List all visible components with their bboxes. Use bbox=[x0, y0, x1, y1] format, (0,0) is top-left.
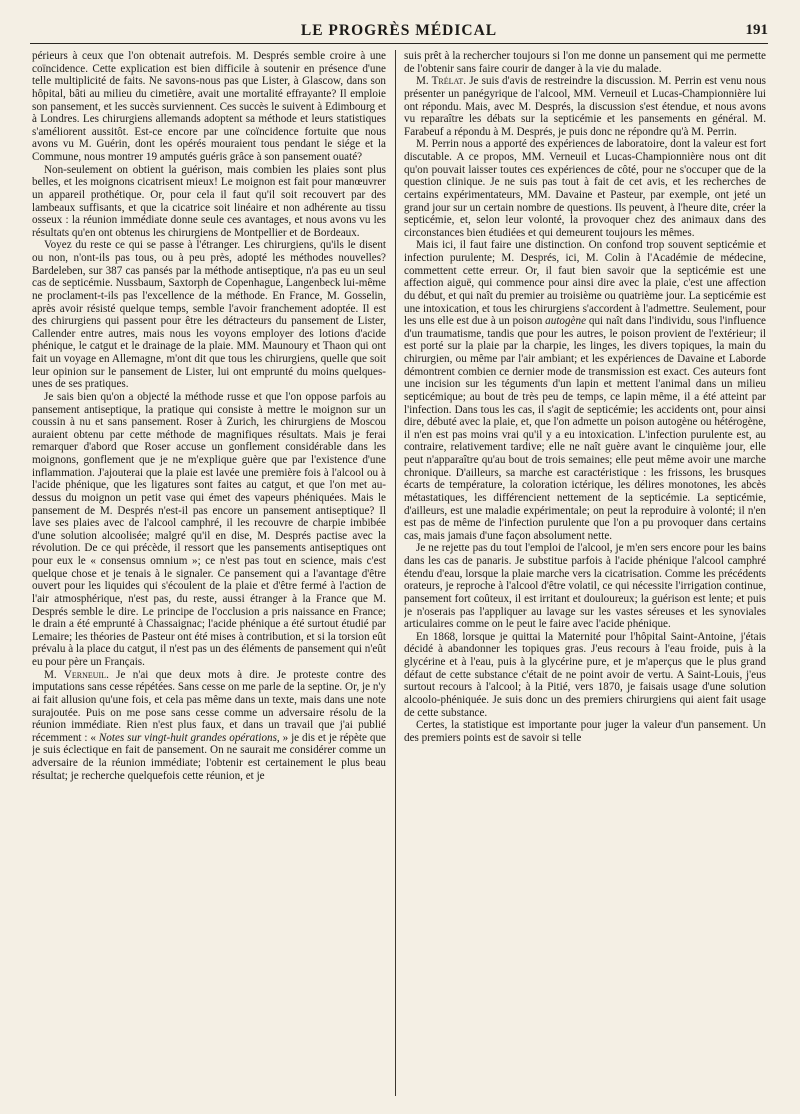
column-divider bbox=[395, 50, 396, 1096]
journal-title: LE PROGRÈS MÉDICAL bbox=[300, 22, 498, 39]
speaker-name: M. Verneuil. bbox=[44, 668, 109, 681]
emphasis-term: autogène bbox=[545, 315, 587, 328]
paragraph-verneuil bbox=[32, 669, 386, 783]
paragraph-trelat bbox=[404, 75, 766, 138]
page-number: 191 bbox=[745, 22, 768, 38]
speech-text: Mais ici, il faut faire une distinction. On confond trop souvent septicémie et infection purulente; M. Després, ici, M. Colin à l'Académie de médecine, commettent cette erreur. Or, il faut bien savoir que la septicémie est une affection aiguë, qui commence pour ainsi dire avec la plaie, c'est une affection du début, et qui naît du premier au troisième ou quatrième jour. La septicémie est une intoxication, et tous les chirurgiens s'accordent à l'admettre. Seulement, pour les uns elle est due à un poison bbox=[404, 239, 766, 328]
right-column bbox=[404, 50, 766, 1096]
cited-title: Notes sur vingt-huit grandes opérations bbox=[98, 731, 277, 744]
speech-text: , » je dis et je répète que je suis éclectique en fait de pansement. On ne saurait me considérer comme un adversaire de la réunion immédiate; l'obtenir est certainement le plus beau résultat; je recherche quelquefois cette réunion, et je bbox=[32, 731, 386, 782]
header-rule bbox=[30, 43, 768, 44]
speech-text: Je suis d'avis de restreindre la discussion. M. Perrin est venu nous présenter un panégyrique de l'alcool, MM. Verneuil et Lucas-Championnière lui ont répondu. Mais, avec M. Després, la discussion s'est étendue, et nous avons vu reparaître les débats sur la septicémie et les pansements en général. M. Farabeuf a répondu à M. Després, je puis donc ne répondre qu'à M. Perrin. bbox=[404, 75, 766, 138]
speech-text: Je n'ai que deux mots à dire. Je proteste contre des imputations sans cesse répétées. Sans cesse on me parle de la septine. Or, je n'y ai fait allusion qu'une fois, et cela pas même dans un texte, mais dans une note surajoutée. Puis on me pose sans cesse comme un adversaire résolu de la réunion immédiate. Rien n'est plus faux, et dans un travail que j'ai publié récemment : « bbox=[32, 668, 386, 744]
speaker-name: M. Trélat. bbox=[416, 75, 467, 88]
paragraph: M. Perrin nous a apporté des expériences de laboratoire, dont la valeur est fort discutable. A ce propos, MM. Verneuil et Lucas-Championnière nous ont dit qu'on pouvait laisser toutes ces expériences de côté, pour ne s'occuper que de la question clinique. Je ne suis pas tout à fait de cet avis, et les recherches de certains expérimentateurs, MM. Davaine et Pasteur, par exemple, ont jeté un grand jour sur un certain nombre de questions. Ils peuvent, à l'heure dite, créer la septicémie, et, selon leur volonté, la provoquer chez des animaux dans des circonstances bien étudiées et qui demeurent toujours les mêmes. bbox=[404, 138, 766, 239]
paragraph: suis prêt à la rechercher toujours si l'on me donne un pansement qui me permette de l'obtenir sans faire courir de danger à la vie du malade. bbox=[404, 50, 766, 75]
speech-text: qui naît dans l'individu, sous l'influence d'un traumatisme, tandis que pour les autres, le poison provient de l'extérieur; il est porté sur la plaie par la charpie, les linges, les divers topiques, la main du chirurgien, ou même par l'air ambiant; et les expériences de Davaine et Laborde démontrent combien ce dernier mode de transmission est exact. Ces auteurs font une incision sur les téguments d'un lapin et mettent l'animal dans un milieu septicémique; au bout de très peu de temps, ce lapin même, il a été atteint par l'infection. Dans tous les cas, il s'agit de septicémie; les accidents ont, pour ainsi dire, débuté avec la plaie, et, que l'on admette un poison autogène ou hétérogène, il n'en est pas moins vrai qu'il y a eu intoxication. L'infection purulente est, au contraire, relativement tardive; elle ne naît guère avant le cinquième jour, elle peut n'apparaître qu'au bout de trois semaines; elle peut même avoir une marche chronique. D'ailleurs, sa marche est caractéristique : les frissons, les brusques écarts de température, la coloration ictérique, les délires monotones, les abcès métastatiques, les différencient nettement de la septicémie. La septicémie, d'ailleurs, est une maladie expérimentale; on peut la reproduire à volonté; il n'en est pas de même de l'infection purulente que l'on a pu provoquer dans certains cas, mais jamais d'une façon absolument nette. bbox=[404, 315, 766, 542]
paragraph: Voyez du reste ce qui se passe à l'étranger. Les chirurgiens, qu'ils le disent ou non, n'ont-ils pas tous, ou à peu près, adopté les méthodes nouvelles? Bardeleben, sur 387 cas pansés par la méthode antiseptique, n'a pas eu un seul cas de septicémie. Nussbaum, Saxtorph de Copenhague, Langenbeck lui-même ne proclament-t-ils pas l'excellence de la méthode. En France, M. Gosselin, après avoir résisté quelque temps, semble l'avoir franchement adoptée. Il est des chirurgiens qui passent pour être les détracteurs du pansement de Lister, Callender entre autres, mais nous les voyons employer des lotions d'acide phénique, le catgut et le drainage de la plaie. MM. Maunoury et Thaon qui ont fait un voyage en Allemagne, m'ont dit que tous les chirurgiens, quelle que soit leur opinion sur le pansement de Lister, lui ont emprunté du moins quelques-unes de ses pratiques. bbox=[32, 239, 386, 391]
paragraph: Non-seulement on obtient la guérison, mais combien les plaies sont plus belles, et les moignons cicatrisent mieux! Le moignon est fait pour manœuvrer un appareil prothétique. Or, pour cela il faut qu'il soit recouvert par des lambeaux suffisants, et que la cicatrice soit linéaire et non adhérente au tissu osseux : la réunion immédiate donne seule ces avantages, et nous avons vu les résultats qu'en ont obtenus les chirurgiens de Montpellier et de Bordeaux. bbox=[32, 163, 386, 239]
paragraph: Je ne rejette pas du tout l'emploi de l'alcool, je m'en sers encore pour les bains dans les cas de panaris. Je substitue parfois à l'acide phénique l'alcool camphré étendu d'eau, lorsque la plaie marche vers la cicatrisation. Comme les précédents orateurs, je reproche à l'alcool d'être volatil, ce qui nécessite l'irrigation continue, pansement fort coûteux, il est irritant et douloureux; la guérison est lente; et puis je n'oserais pas l'appliquer au lavage sur les vastes séreuses et les synoviales articulaires comme on le peut le faire avec l'acide phénique. bbox=[404, 542, 766, 631]
paragraph: Certes, la statistique est importante pour juger la valeur d'un pansement. Un des premiers points est de savoir si telle bbox=[404, 719, 766, 744]
left-column bbox=[32, 50, 386, 1096]
paragraph: En 1868, lorsque je quittai la Maternité pour l'hôpital Saint-Antoine, j'étais décidé à abandonner les topiques gras. J'eus recours à l'eau froide, puis à la glycérine et à l'eau, puis à la glycérine pure, et je m'aperçus que le plus grand défaut de cette substance c'était de ne point avoir de vertu. A Saint-Louis, j'eus surtout recours à l'alcool; à la Pitié, vers 1870, je faisais usage d'une solution alcoolo-phéniquée. Je suis donc un des premiers chirurgiens qui aient fait usage de cette substance. bbox=[404, 630, 766, 719]
paragraph bbox=[404, 239, 766, 542]
paragraph: Je sais bien qu'on a objecté la méthode russe et que l'on oppose parfois au pansement antiseptique, la pratique qui consiste à mettre le moignon sur un coussin à nu et sans pansement. Roser à Zurich, les chirurgiens de Moscou auraient obtenu par cette méthode de magnifiques résultats. Mais je ferai remarquer d'abord que Roser accuse un gonflement considérable dans les moignons, gonflement que je ne m'explique guère que par l'existence d'une inflammation. J'ajouterai que la plaie est lavée une première fois à l'alcool ou à l'acide phénique, que les ligatures sont faites au catgut, et que l'on met au-dessus du moignon un petit vase qui émet des vapeurs phéniquées. Mais le pansement de M. Després n'est-il pas encore un pansement antiseptique? Il lave ses plaies avec de l'alcool camphré, il les recouvre de charpie imbibée d'une solution alcoolisée; malgré qu'il en dise, M. Després pactise avec la révolution. De ce qui précède, il ressort que les pansements antiseptiques ont pour eux le « consensus omnium »; ce n'est pas tout en science, mais c'est quelque chose et je tenais à le signaler. Ce pansement qui a l'avantage d'être ouvert pour les liquides qui s'écoulent de la plaie et d'être fermé à l'action de l'air atmosphérique, n'est pas, du reste, aussi étranger à la France que M. Després semble le dire. Le principe de l'occlusion a pris naissance en France; le drain a été emprunté à Chassaignac; l'acide phénique a été surtout étudié par Lemaire; les théories de Pasteur ont été mises à contribution, et si la torsion eût prévalu à la place du catgut, il n'est pas un des éléments de pansement qui n'eût eu pour père un Français. bbox=[32, 390, 386, 668]
paragraph: périeurs à ceux que l'on obtenait autrefois. M. Després semble croire à une coïncidence. Cette explication est bien difficile à soutenir en présence d'une telle multiplicité de faits. Ne savons-nous pas que Lister, à Glascow, dans son hôpital, bâti au milieu du cimetière, avait une mortalité effrayante? Il emploie son pansement, et les succès surviennent. Ces succès le suivent à Edimbourg et à Londres. Les chirurgiens allemands adoptent sa méthode et leurs statistiques s'améliorent aussitôt. Est-ce encore par une coïncidence fortuite que nous avons vu M. Guérin, dont les opérés mouraient tous pendant le siége et la Commune, nous montrer 19 amputés guéris grâce à son pansement ouaté? bbox=[32, 50, 386, 163]
